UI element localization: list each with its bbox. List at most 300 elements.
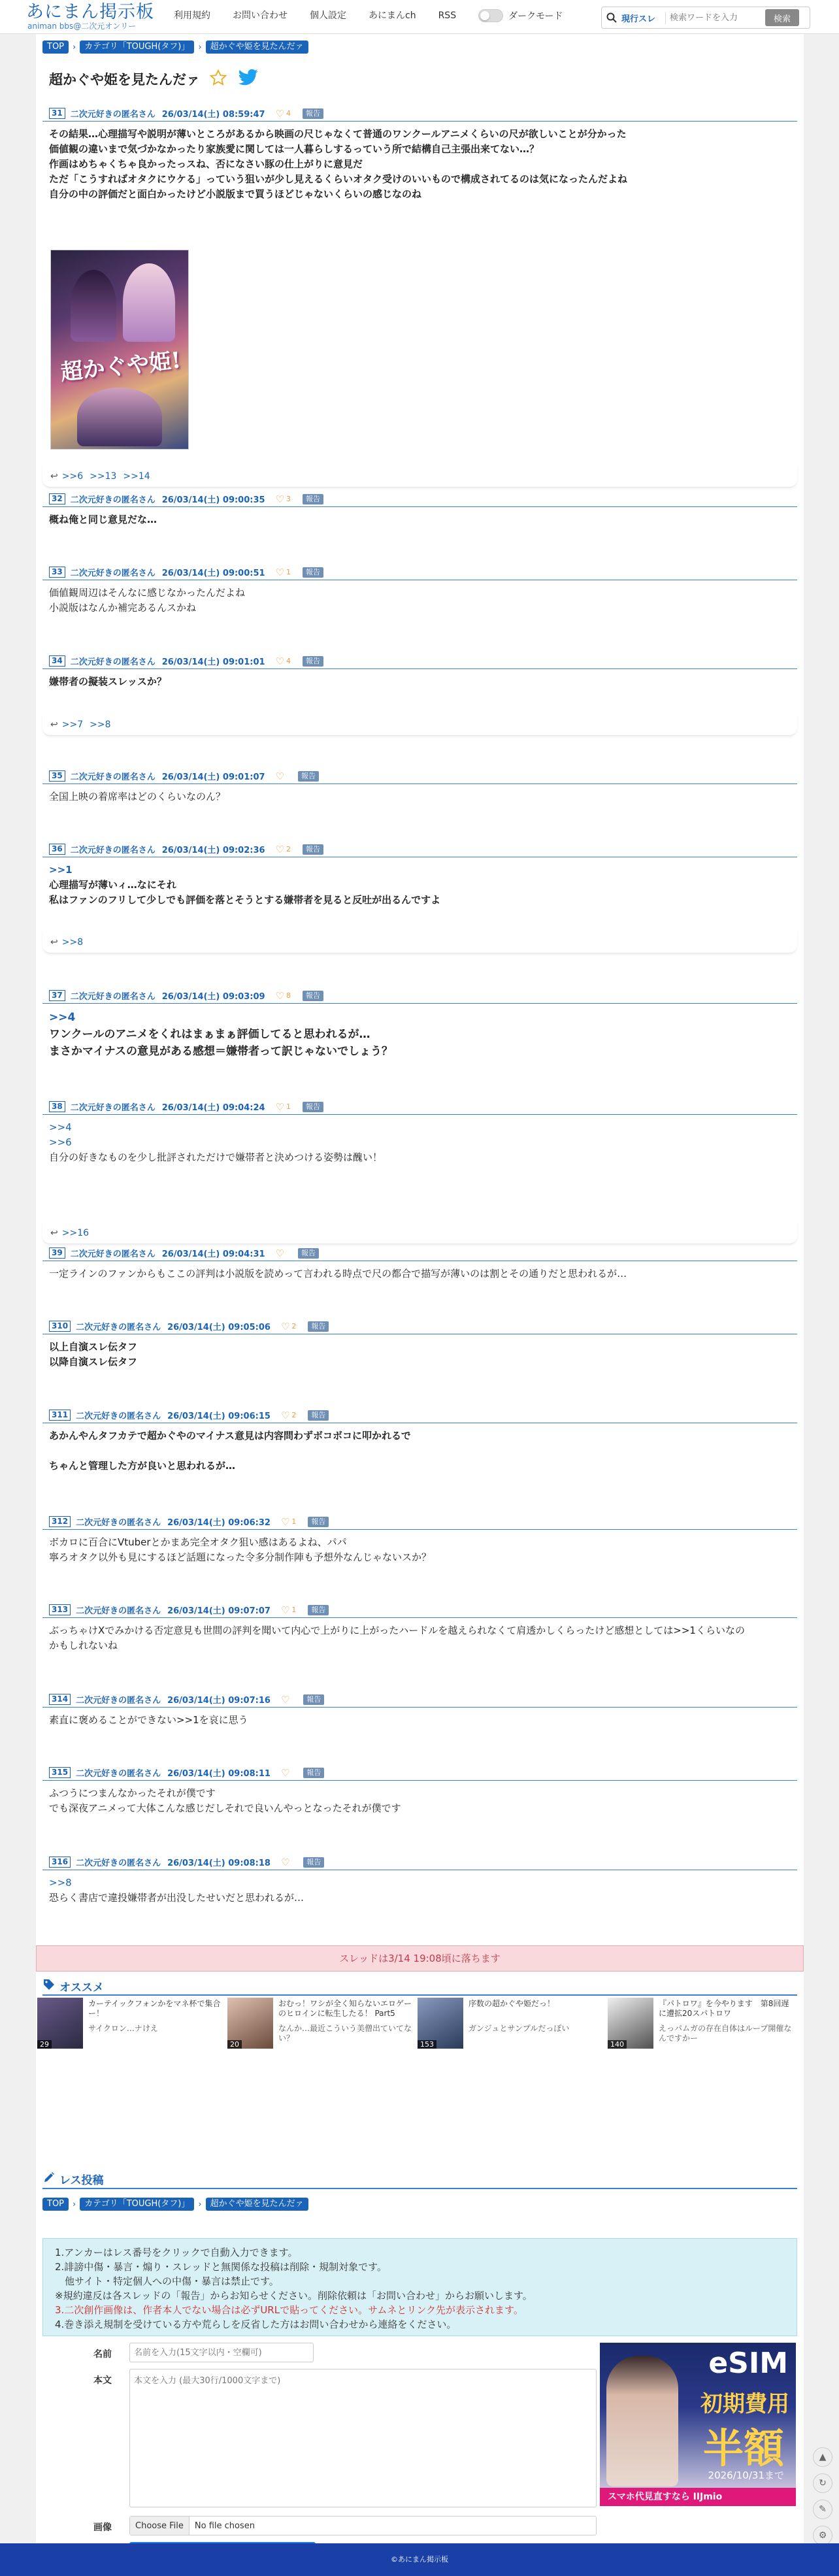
post-author: 二次元好きの匿名さん xyxy=(70,1103,156,1113)
reply-count: 29 xyxy=(37,2040,52,2049)
logo-subtitle: animan bbs@二次元オンリー xyxy=(27,22,137,31)
favorite-star-icon[interactable] xyxy=(209,69,227,90)
post-line: 価値観の違いまで気づかなかったり家族愛に関しては一人暮らしするっていう所で結構自己主張出来てない…？ xyxy=(49,143,540,155)
post-line: まさかマイナスの意見がある感想＝嫌帯者って訳じゃないでしょう？ xyxy=(49,1045,393,1058)
recommend-thumbnail xyxy=(418,1998,463,2049)
tag-icon xyxy=(42,1978,56,1994)
reply-arrow-icon: ↩ xyxy=(50,719,58,730)
post xyxy=(42,842,797,908)
breadcrumb-category[interactable]: カテゴリ「TOUGH(タフ)」 xyxy=(80,41,194,54)
reply-count: 153 xyxy=(418,2040,436,2049)
post-line: ただ「こうすればオタクにウケる」っていう狙いが少し見えるくらいオタク受けのいいもので構成されてるのは気になったんだよね xyxy=(49,173,628,185)
post-number[interactable]: 310 xyxy=(49,1321,71,1332)
post-body xyxy=(42,1423,797,1474)
breadcrumb-separator: › xyxy=(198,42,202,52)
like-button[interactable] xyxy=(281,1321,296,1332)
post-form-heading xyxy=(42,2171,104,2187)
reply-link[interactable]: >>16 xyxy=(61,1227,90,1238)
like-count: 4 xyxy=(286,109,291,118)
post-image-thumbnail[interactable] xyxy=(50,250,189,450)
anchor-link[interactable]: >>6 xyxy=(49,1136,72,1148)
post-line: 私はファンのフリして少しでも評価を落とそうとする嫌帯者を見ると反吐が出るんですよ xyxy=(49,894,441,906)
logo-title: あにまん掲示板 xyxy=(26,2,154,22)
reply-links xyxy=(42,931,797,953)
post-body xyxy=(42,669,797,689)
post-header xyxy=(42,1602,797,1618)
post-body xyxy=(42,1870,797,1906)
reply-arrow-icon: ↩ xyxy=(50,1227,58,1238)
heart-icon: ♡ xyxy=(280,1856,290,1868)
heart-icon: ♡ xyxy=(275,770,285,782)
site-logo[interactable] xyxy=(26,3,154,31)
post-body xyxy=(42,1618,797,1653)
toggle-switch[interactable] xyxy=(478,9,503,22)
post-number[interactable]: 35 xyxy=(49,770,65,782)
report-button[interactable]: 報告 xyxy=(303,567,323,578)
reply-links xyxy=(42,465,797,487)
post xyxy=(42,768,797,804)
post-line: 作画はめちゃくちゃ良かったっスね、否になさい豚の仕上がりに意見だ xyxy=(49,158,363,170)
search-input[interactable] xyxy=(666,8,765,27)
recommend-thumbnail xyxy=(37,1998,83,2049)
post-header xyxy=(42,491,797,507)
ad-footer: スマホ代見直すなら IIJmio xyxy=(600,2488,796,2506)
heart-icon: ♡ xyxy=(275,655,285,667)
heart-icon: ♡ xyxy=(275,989,285,1002)
post-body xyxy=(42,857,797,908)
heart-icon: ♡ xyxy=(280,1604,290,1616)
nav-settings[interactable]: 個人設定 xyxy=(310,10,346,21)
post-date: 26/03/14(土) 09:08:18 xyxy=(167,1858,271,1868)
post xyxy=(42,1246,797,1281)
image-label: 画像 xyxy=(93,2522,112,2533)
choose-file-button[interactable]: Choose File xyxy=(130,2517,189,2535)
post-author: 二次元好きの匿名さん xyxy=(76,1858,161,1868)
anchor-link[interactable]: >>1 xyxy=(49,864,73,876)
report-button[interactable]: 報告 xyxy=(303,844,323,855)
search-box xyxy=(601,7,810,29)
post-date: 26/03/14(土) 09:00:35 xyxy=(161,495,265,505)
post-line: 一定ラインのファンからもここの評判は小説版を読めって言われる時点で尺の都合で描写が薄いのは割とその通りだと思われるが… xyxy=(49,1268,627,1280)
post xyxy=(42,988,797,1060)
ad-headline: 初期費用 xyxy=(700,2391,789,2417)
post-header xyxy=(42,1319,797,1334)
thread-title-row xyxy=(49,69,259,90)
post-body xyxy=(42,1708,797,1728)
report-button[interactable]: 報告 xyxy=(303,1102,323,1112)
post-date: 26/03/14(土) 09:02:36 xyxy=(161,846,265,855)
post-date: 26/03/14(土) 08:59:47 xyxy=(161,110,265,120)
heart-icon: ♡ xyxy=(280,1693,290,1706)
name-input[interactable] xyxy=(129,2343,314,2362)
posting-rules xyxy=(42,2238,797,2336)
post-header xyxy=(42,1692,797,1708)
post-line: 小説版はなんか補完あるんスかね xyxy=(49,602,197,614)
breadcrumb-top[interactable]: TOP xyxy=(42,41,69,54)
post-number[interactable]: 314 xyxy=(49,1694,71,1705)
dark-mode-label: ダークモード xyxy=(508,11,563,22)
post-line: 素直に褒めることができない>>1を哀に思う xyxy=(49,1714,248,1726)
reply-links xyxy=(42,1222,797,1244)
recommend-snippet: サイクロン…ナけえ xyxy=(88,2024,158,2033)
breadcrumb-thread[interactable]: 超かぐや姫を見たんだァ xyxy=(206,2198,308,2211)
post-line: ぶっちゃけXでみかける否定意見も世間の評判を聞いて内心で上がりに上がったハードルを越えられなくて肩透かしくらったけど感想としては>>1くらいなの xyxy=(49,1625,745,1636)
rule-line: 他サイト・特定個人への中傷・暴言は禁止です。 xyxy=(55,2275,279,2287)
image-figure xyxy=(71,270,116,342)
report-button[interactable]: 報告 xyxy=(303,108,323,119)
recommend-item[interactable] xyxy=(608,1998,796,2050)
like-button[interactable] xyxy=(281,1604,296,1616)
recommend-heading xyxy=(42,1978,104,1994)
anchor-link[interactable]: >>8 xyxy=(49,1877,72,1889)
nav-terms[interactable]: 利用規約 xyxy=(174,10,210,21)
post xyxy=(42,1602,797,1653)
heart-icon: ♡ xyxy=(275,1100,285,1113)
post-date: 26/03/14(土) 09:01:07 xyxy=(161,772,265,782)
heart-icon: ♡ xyxy=(280,1766,290,1779)
post-line: 自分の中の評価だと面白かったけど小説版まで買うほどじゃないくらいの感じなのね xyxy=(49,188,422,200)
post xyxy=(42,1855,797,1906)
post-author: 二次元好きの匿名さん xyxy=(70,846,156,855)
post-body xyxy=(42,1004,797,1060)
like-count: 1 xyxy=(291,1517,297,1526)
like-count: 2 xyxy=(291,1411,297,1419)
image-file-input[interactable] xyxy=(129,2516,597,2535)
edit-icon[interactable]: ✎ xyxy=(813,2500,832,2519)
report-button[interactable]: 報告 xyxy=(303,991,323,1001)
post-number[interactable]: 36 xyxy=(49,844,65,855)
post-body xyxy=(42,1115,797,1165)
post-header xyxy=(42,1408,797,1423)
name-label: 名前 xyxy=(93,2349,112,2360)
post-body xyxy=(42,1781,797,1816)
post-header xyxy=(42,1099,797,1115)
like-button[interactable] xyxy=(281,1410,296,1421)
post-date: 26/03/14(土) 09:06:15 xyxy=(167,1412,271,1421)
post-author: 二次元好きの匿名さん xyxy=(76,1518,161,1528)
site-header xyxy=(0,0,839,34)
post-body xyxy=(42,507,797,527)
report-button[interactable]: 報告 xyxy=(303,1857,324,1868)
like-count: 1 xyxy=(291,1606,297,1614)
breadcrumb xyxy=(42,41,308,54)
post xyxy=(42,106,797,202)
post-number[interactable]: 315 xyxy=(49,1767,71,1778)
image-figure xyxy=(123,263,175,342)
anchor-link[interactable]: >>4 xyxy=(49,1121,72,1133)
rule-line: 1.アンカーはレス番号をクリックで自動入力できます。 xyxy=(55,2247,298,2258)
reply-link[interactable]: >>6 xyxy=(61,471,84,482)
post-author: 二次元好きの匿名さん xyxy=(70,495,156,505)
post-number[interactable]: 38 xyxy=(49,1101,65,1112)
post-header xyxy=(42,653,797,669)
post xyxy=(42,1099,797,1165)
heart-icon: ♡ xyxy=(275,1247,285,1259)
reply-link[interactable]: >>8 xyxy=(61,936,84,948)
post xyxy=(42,1692,797,1728)
post-author: 二次元好きの匿名さん xyxy=(76,1696,161,1706)
post xyxy=(42,653,797,689)
post-body xyxy=(42,784,797,804)
post-number[interactable]: 31 xyxy=(49,108,65,119)
ad-date: 2026/10/31まで xyxy=(708,2469,784,2481)
post-number[interactable]: 316 xyxy=(49,1857,71,1868)
post-line: 以上自演スレ伝タフ xyxy=(49,1341,138,1353)
post-date: 26/03/14(土) 09:04:24 xyxy=(161,1103,265,1113)
post-line: 自分の好きなものを少し批評されただけで嫌帯者と決めつける姿勢は醜い！ xyxy=(49,1151,383,1163)
breadcrumb-category[interactable]: カテゴリ「TOUGH(タフ)」 xyxy=(80,2198,194,2211)
recommend-snippet: ガンジュとサンプルだっぽい xyxy=(469,2024,570,2033)
recommend-snippet: なんか…最近こういう美僧出ていてない？ xyxy=(278,2024,412,2043)
reply-links xyxy=(42,714,797,736)
reply-link[interactable]: >>8 xyxy=(90,719,111,730)
post-number[interactable]: 312 xyxy=(49,1516,71,1527)
post-author: 二次元好きの匿名さん xyxy=(76,1769,161,1779)
thread-container xyxy=(36,34,804,2543)
breadcrumb-top[interactable]: TOP xyxy=(42,2198,69,2211)
post-author: 二次元好きの匿名さん xyxy=(76,1323,161,1332)
post-date: 26/03/14(土) 09:07:07 xyxy=(167,1606,271,1616)
post-author: 二次元好きの匿名さん xyxy=(70,657,156,667)
post-author: 二次元好きの匿名さん xyxy=(76,1606,161,1616)
recommend-title-text: 『パトロワ』を今やります 第8回遅に遭拡20スパトロワ xyxy=(659,1999,789,2018)
reply-arrow-icon: ↩ xyxy=(50,936,58,948)
post-line: ふつうにつまんなかったそれが僕です xyxy=(49,1787,216,1799)
post-line: かもしれないね xyxy=(49,1640,118,1651)
post-form-title: レス投稿 xyxy=(59,2174,104,2187)
like-button[interactable] xyxy=(276,1101,291,1113)
post-author: 二次元好きの匿名さん xyxy=(70,772,156,782)
post-date: 26/03/14(土) 09:01:01 xyxy=(161,657,265,667)
settings-gear-icon[interactable]: ⚙ xyxy=(813,2526,832,2545)
post-body xyxy=(42,1261,797,1281)
heart-icon: ♡ xyxy=(280,1320,290,1332)
post-line: その結果…心理描写や説明が薄いところがあるから映画の尺じゃなくて普通のワンクールアニメくらいの尺が欲しいことが分かった xyxy=(49,128,627,140)
post-header xyxy=(42,1765,797,1781)
post-line: ちゃんと管理した方が良いと思われるが… xyxy=(49,1460,236,1472)
post-number[interactable]: 313 xyxy=(49,1604,71,1615)
reply-arrow-icon: ↩ xyxy=(50,471,58,482)
post-number[interactable]: 39 xyxy=(49,1247,65,1259)
breadcrumb-thread[interactable]: 超かぐや姫を見たんだァ xyxy=(206,41,308,54)
pen-icon xyxy=(42,2171,56,2187)
heart-icon: ♡ xyxy=(275,107,285,120)
recommend-title-text: カーテイックフォンかをマネ杯で集合ー！ xyxy=(88,1999,221,2018)
post-author: 二次元好きの匿名さん xyxy=(70,1249,156,1259)
like-button[interactable] xyxy=(276,770,286,782)
toggle-knob xyxy=(480,11,489,20)
like-button[interactable] xyxy=(276,493,291,505)
post xyxy=(42,565,797,616)
post-date: 26/03/14(土) 09:06:32 xyxy=(167,1518,271,1528)
post-line: 全国上映の着席率はどのくらいなのん？ xyxy=(49,791,226,802)
post-date: 26/03/14(土) 09:08:11 xyxy=(167,1769,271,1779)
report-button[interactable]: 報告 xyxy=(303,1768,324,1778)
anchor-link[interactable]: >>4 xyxy=(49,1011,76,1024)
recommend-thumbnail xyxy=(608,1998,653,2049)
post-body xyxy=(42,122,797,202)
post-number[interactable]: 37 xyxy=(49,990,65,1001)
rule-line: 4.巻き添え規制を受けている方や荒らしを反省した方はお問い合わせから連絡をください。 xyxy=(55,2319,457,2330)
post-line: ワンクールのアニメをくれはまぁまぁ評価してると思われるが… xyxy=(49,1028,370,1041)
like-button[interactable] xyxy=(276,1247,286,1259)
post-body xyxy=(42,580,797,616)
post xyxy=(42,1765,797,1816)
post-date: 26/03/14(土) 09:04:31 xyxy=(161,1249,265,1259)
post-number[interactable]: 311 xyxy=(49,1410,71,1421)
recommend-item[interactable] xyxy=(418,1998,606,2050)
recommend-snippet: えっパムガの存在自体はループ開催なんですかー xyxy=(659,2024,792,2043)
like-count: 3 xyxy=(286,495,291,503)
post-author: 二次元好きの匿名さん xyxy=(70,992,156,1002)
like-button[interactable] xyxy=(281,1767,291,1779)
post xyxy=(42,1408,797,1474)
top-nav xyxy=(174,9,563,22)
reply-count: 20 xyxy=(227,2040,242,2049)
ad-esim-text: eSIM xyxy=(708,2347,788,2380)
nav-animanch[interactable]: あにまんch xyxy=(369,10,416,21)
report-button[interactable]: 報告 xyxy=(303,494,323,504)
advertisement-banner[interactable] xyxy=(600,2343,796,2506)
search-icon xyxy=(602,12,621,23)
ad-person-image xyxy=(606,2356,678,2486)
post-header xyxy=(42,1514,797,1530)
ad-headline-big: 半額 xyxy=(702,2424,784,2472)
like-button[interactable] xyxy=(276,990,291,1002)
recommend-title: オススメ xyxy=(59,1981,104,1994)
site-footer: ©あにまん掲示板 xyxy=(0,2543,839,2576)
post xyxy=(42,1514,797,1565)
report-button[interactable]: 報告 xyxy=(308,1321,329,1332)
search-scope-select[interactable]: 現行スレ xyxy=(621,12,666,24)
like-button[interactable] xyxy=(281,1694,291,1706)
post-header xyxy=(42,768,797,784)
image-figure xyxy=(77,388,162,446)
reply-link[interactable]: >>14 xyxy=(123,471,150,482)
report-button[interactable]: 報告 xyxy=(303,1694,324,1705)
dark-mode-toggle[interactable] xyxy=(478,9,563,22)
body-label: 本文 xyxy=(93,2375,112,2386)
post-author: 二次元好きの匿名さん xyxy=(70,569,156,578)
post-header xyxy=(42,988,797,1004)
heart-icon: ♡ xyxy=(275,843,285,855)
post-line: 以降自演スレ伝タフ xyxy=(49,1356,138,1368)
post-line xyxy=(49,1444,797,1459)
like-button[interactable] xyxy=(281,1516,296,1528)
like-count: 8 xyxy=(286,991,291,1000)
search-button[interactable]: 検索 xyxy=(765,9,799,26)
reload-icon[interactable]: ↻ xyxy=(813,2473,832,2493)
heart-icon: ♡ xyxy=(275,566,285,578)
post-line: 心理描写が薄いィ…なにそれ xyxy=(49,879,176,891)
like-button[interactable] xyxy=(276,844,291,855)
post-line: 価値観周辺はそんなに感じなかったんだよね xyxy=(49,587,246,599)
section-divider xyxy=(42,1994,797,1996)
recommend-title-text: 序数の超かぐや姫だっ！ xyxy=(469,1999,555,2008)
nav-contact[interactable]: お問い合わせ xyxy=(233,10,288,21)
post-header xyxy=(42,106,797,122)
heart-icon: ♡ xyxy=(280,1515,290,1528)
file-status: No file chosen xyxy=(194,2520,255,2531)
post xyxy=(42,491,797,527)
post-date: 26/03/14(土) 09:00:51 xyxy=(161,569,265,578)
recommend-item[interactable] xyxy=(227,1998,416,2050)
twitter-share-icon[interactable] xyxy=(238,69,259,90)
post-line: 嫌帯者の擬装スレッスか？ xyxy=(49,676,167,687)
thread-title: 超かぐや姫を見たんだァ xyxy=(49,72,200,88)
post-header xyxy=(42,842,797,857)
rule-line: 2.誹謗中傷・暴言・煽り・スレッドと無関係な投稿は削除・規制対象です。 xyxy=(55,2261,387,2273)
like-button[interactable] xyxy=(276,655,291,667)
like-button[interactable] xyxy=(276,567,291,578)
scroll-top-icon[interactable]: ▲ xyxy=(813,2447,832,2467)
post-line: でも深夜アニメって大体こんな感じだしそれで良いんやっとなったそれが僕です xyxy=(49,1802,401,1814)
image-title-text: 超かぐや姫! xyxy=(59,347,182,386)
breadcrumb-separator: › xyxy=(73,42,76,52)
post-body xyxy=(42,1530,797,1565)
report-button[interactable]: 報告 xyxy=(308,1517,329,1527)
like-count: 1 xyxy=(286,568,291,576)
report-button[interactable]: 報告 xyxy=(308,1410,329,1421)
post-body xyxy=(42,1334,797,1370)
reply-link[interactable]: >>13 xyxy=(90,471,117,482)
report-button[interactable]: 報告 xyxy=(298,1248,319,1259)
post-header xyxy=(42,1246,797,1261)
thread-expiry-notice: スレッドは3/14 19:08頃に落ちます xyxy=(36,1945,804,1972)
post-author: 二次元好きの匿名さん xyxy=(70,110,156,120)
rule-line: 3.二次創作画像は、作者本人でない場合は必ずURLで貼ってください。サムネとリンク先が表示されます。 xyxy=(55,2304,523,2316)
like-count: 1 xyxy=(286,1102,291,1111)
recommend-thumbnail xyxy=(227,1998,273,2049)
post-header xyxy=(42,565,797,580)
body-textarea[interactable] xyxy=(129,2369,597,2507)
rule-line: ※規約違反は各スレッドの「報告」からお知らせください。削除依頼は「お問い合わせ」からお願いします。 xyxy=(55,2290,533,2302)
post xyxy=(42,1319,797,1370)
post-number[interactable]: 32 xyxy=(49,493,65,504)
post-date: 26/03/14(土) 09:07:16 xyxy=(167,1696,271,1706)
post-line: あかんやんタフカテで超かぐやのマイナス意見は内容問わずボコボコに叩かれるで xyxy=(49,1430,411,1442)
recommend-item[interactable] xyxy=(37,1998,225,2050)
like-count: 4 xyxy=(286,657,291,665)
breadcrumb-separator: › xyxy=(73,2199,76,2209)
breadcrumb-separator: › xyxy=(198,2199,202,2209)
post-number[interactable]: 34 xyxy=(49,655,65,667)
post-number[interactable]: 33 xyxy=(49,567,65,578)
like-count: 2 xyxy=(286,845,291,853)
like-button[interactable] xyxy=(281,1857,291,1868)
report-button[interactable]: 報告 xyxy=(298,771,319,782)
post-line: 概ね俺と同じ意見だな… xyxy=(49,514,157,525)
post-header xyxy=(42,1855,797,1870)
nav-rss[interactable]: RSS xyxy=(438,10,457,21)
breadcrumb xyxy=(42,2198,308,2211)
post-line: 恐らく書店で違投嫌帯者が出没したせいだと思われるが… xyxy=(49,1892,304,1904)
heart-icon: ♡ xyxy=(275,493,285,505)
recommend-title-text: おむっ！ワシが全く知らないエロゲーのヒロインに転生したる！ Part5 xyxy=(278,1999,412,2018)
reply-link[interactable]: >>7 xyxy=(61,719,84,730)
post-line: 寧ろオタク以外も見にするほど話題になった令多分制作陣も予想外なんじゃないスか？ xyxy=(49,1551,432,1563)
report-button[interactable]: 報告 xyxy=(308,1605,329,1615)
heart-icon: ♡ xyxy=(280,1409,290,1421)
reply-count: 140 xyxy=(608,2040,627,2049)
post-author: 二次元好きの匿名さん xyxy=(76,1412,161,1421)
post-date: 26/03/14(土) 09:05:06 xyxy=(167,1323,271,1332)
like-count: 2 xyxy=(291,1322,297,1330)
like-button[interactable] xyxy=(276,108,291,120)
post-line: ボカロに百合にVtuberとかまあ完全オタク狙い感はあるよね、パパ xyxy=(49,1536,347,1548)
post-date: 26/03/14(土) 09:03:09 xyxy=(161,992,265,1002)
report-button[interactable]: 報告 xyxy=(303,656,323,667)
